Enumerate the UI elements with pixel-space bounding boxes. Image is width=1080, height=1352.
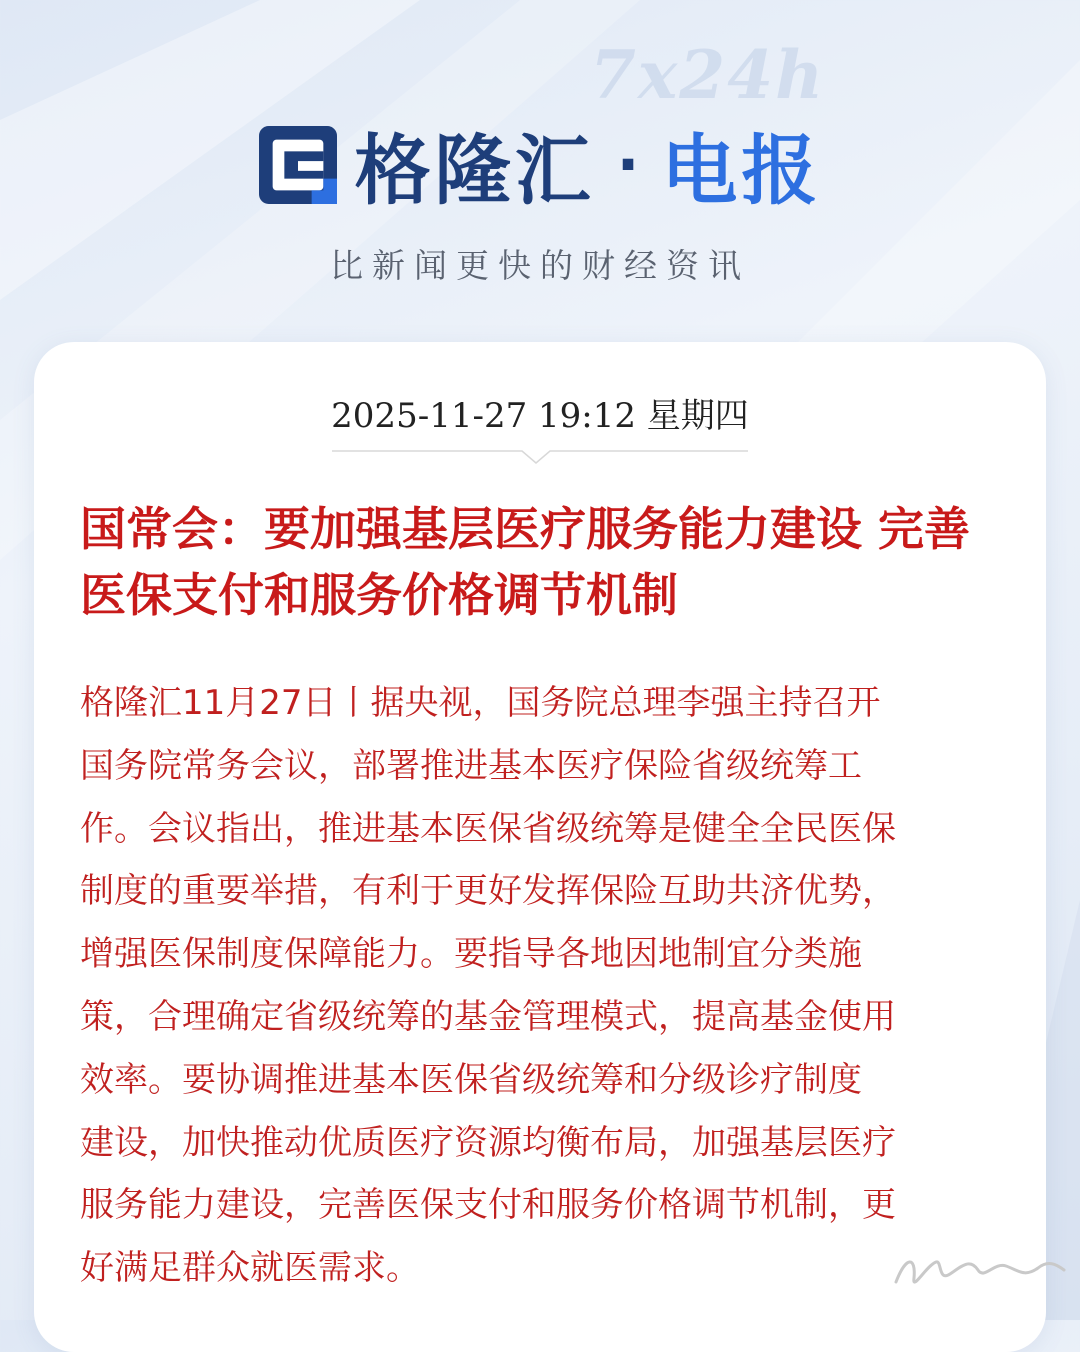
article-body-line: 制度的重要举措，有利于更好发挥保险互助共济优势， (80, 871, 896, 912)
brand-product: 电报 (661, 126, 822, 215)
article-body-line: 作。会议指出，推进基本医保省级统筹是健全全民医保 (80, 808, 896, 849)
article-body-line: 策，合理确定省级统筹的基金管理模式，提高基金使用 (80, 996, 896, 1037)
article-body-line: 格隆汇11月27日丨据央视，国务院总理李强主持召开 (80, 683, 881, 723)
article-title: 国常会：要加强基层医疗服务能力建设 完善医保支付和服务价格调节机制 (80, 502, 971, 622)
brand-name: 格隆汇 (354, 126, 595, 215)
g-logo-icon (259, 126, 337, 204)
tagline: 比新闻更快的财经资讯 (330, 246, 750, 285)
7x24h-watermark: 7x24h (590, 36, 826, 114)
article-body-line: 好满足群众就医需求。 (80, 1248, 420, 1289)
article-body-line: 建设，加快推动优质医疗资源均衡布局，加强基层医疗 (80, 1122, 896, 1163)
article-body-line: 服务能力建设，完善医保支付和服务价格调节机制，更 (80, 1185, 896, 1226)
article-body-line: 效率。要协调推进基本医保省级统筹和分级诊疗制度 (80, 1059, 862, 1100)
article-body-line: 增强医保制度保障能力。要指导各地因地制宜分类施 (80, 934, 862, 975)
brand-separator: · (616, 129, 640, 200)
brand-header (0, 110, 1080, 219)
date-divider (332, 450, 748, 466)
article-body (80, 672, 1010, 1300)
article-datetime: 2025-11-27 19:12 星期四 (331, 396, 749, 436)
article-body-line: 国务院常务会议，部署推进基本医疗保险省级统筹工 (80, 745, 862, 786)
corner-watermark-icon (892, 1248, 1068, 1294)
